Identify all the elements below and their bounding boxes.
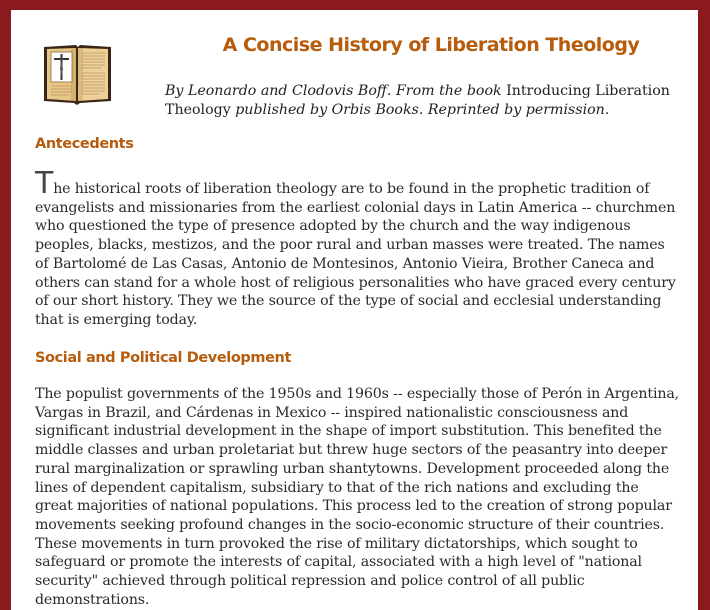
byline-publisher: published by Orbis Books. Reprinted by permission. <box>230 102 610 118</box>
section-heading-antecedents: Antecedents <box>35 136 134 152</box>
open-bible-crucifix-icon <box>41 39 113 111</box>
antecedents-text: he historical roots of liberation theology are to be found in the prophetic tradition of evangelists and missionaries from the earliest colonial days in Latin America -- churchmen who questioned the type of presence adopted by the church and the way indigenous peoples, blacks, mestizos, and the poor rural and urban masses were treated. The names of Bartolomé de Las Casas, Antonio de Montesinos, Antonio Vieira, Brother Caneca and others can stand for a whole host of religious personalities who have graced every century of our short history. They we the source of the type of social and ecclesial understanding that is emerging today. <box>35 181 676 328</box>
byline <box>165 82 675 120</box>
drop-cap: T <box>35 166 54 201</box>
page-title: A Concise History of Liberation Theology <box>222 34 640 56</box>
byline-book-title: Introducing Liberation Theology <box>165 83 670 118</box>
article-page <box>11 10 698 610</box>
section-body-social-political: The populist governments of the 1950s and 1960s -- especially those of Perón in Argentina, Vargas in Brazil, and Cárdenas in Mexico -- inspired nationalistic consciousness and significant industrial development in the shape of import substitution. This benefited the middle classes and urban proletariat but threw huge sectors of the peasantry into deeper rural marginalization or sprawling urban shantytowns. Development proceeded along the lines of dependent capitalism, subsidiary to that of the rich nations and excluding the great majorities of national populations. This process led to the creation of strong popular movements seeking profound changes in the socio-economic structure of their countries. These movements in turn provoked the rise of military dictatorships, which sought to safeguard or promote the interests of capital, associated with a high level of "national security" achieved through political repression and police control of all public demonstrations. <box>35 386 679 608</box>
section-heading-social-political: Social and Political Development <box>35 350 292 366</box>
byline-authors: By Leonardo and Clodovis Boff. From the book <box>165 83 507 99</box>
section-body-antecedents <box>35 166 680 330</box>
article-header <box>11 10 698 128</box>
